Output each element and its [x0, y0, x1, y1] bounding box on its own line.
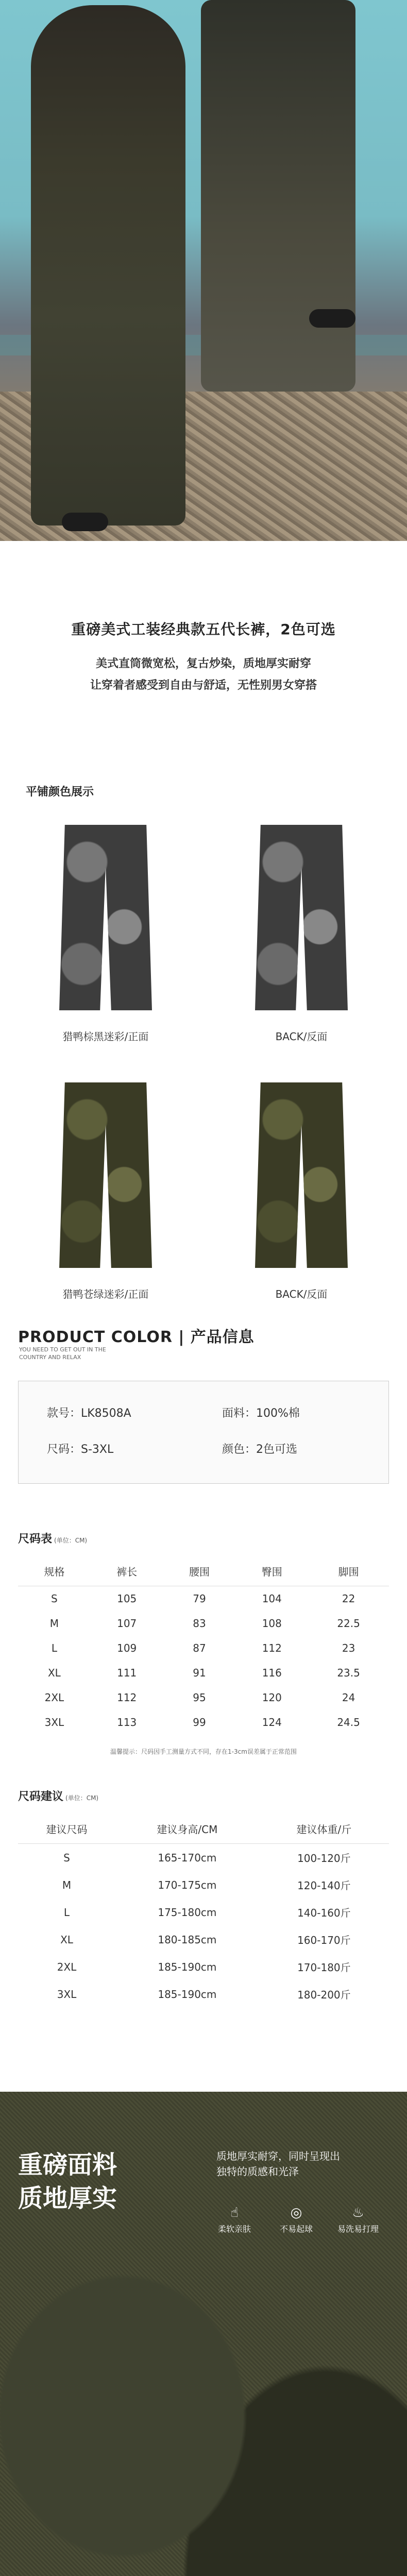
intro-title: 重磅美式工装经典款五代长裤，2色可选 — [71, 621, 336, 638]
fabric-description: 质地厚实耐穿，同时呈现出 独特的质感和光泽 — [216, 2150, 340, 2178]
intro-line-2: 让穿着者感受到自由与舒适，无性别男女穿搭 — [90, 679, 317, 692]
table-cell: 100-120斤 — [297, 1852, 351, 1865]
pants-image — [255, 825, 348, 1010]
table-cell: 3XL — [57, 1988, 77, 2001]
table-cell: S — [63, 1851, 70, 1864]
hero-model-right — [201, 0, 355, 392]
table-cell: XL — [60, 1933, 73, 1946]
flat-tile-grey-back — [242, 820, 361, 1043]
table-cell: 160-170斤 — [297, 1934, 351, 1946]
product-color-tagline: YOU NEED TO GET OUT IN THE COUNTRY AND RELAX — [19, 1346, 106, 1361]
table-cell: 87 — [193, 1642, 206, 1654]
flat-tile-grey-front — [46, 820, 165, 1043]
flat-tile-green-front — [46, 1077, 165, 1300]
fabric-title: 重磅面料 质地厚实 — [18, 2150, 117, 2213]
info-style: 款号：LK8508A — [47, 1407, 131, 1420]
feature-easy-care: ♨ 易洗易打理 — [337, 2205, 379, 2234]
table-row — [18, 1953, 389, 1980]
table-cell: 99 — [193, 1716, 206, 1728]
flat-display-section — [0, 768, 407, 1314]
flat-tile-label: 猎鸭苍绿迷彩/正面 — [62, 1288, 149, 1300]
table-cell: 109 — [117, 1642, 137, 1654]
hero-shoe-right — [309, 309, 355, 328]
table-cell: 113 — [117, 1716, 137, 1728]
table-cell: S — [51, 1592, 58, 1605]
table-cell: 170-180斤 — [297, 1961, 351, 1974]
product-color-title: PRODUCT COLOR | 产品信息 — [18, 1328, 255, 1346]
table-row — [18, 1636, 389, 1660]
table-cell: L — [51, 1642, 57, 1654]
table-cell: 111 — [117, 1667, 137, 1679]
size-chart-note: 温馨提示：尺码因手工测量方式不同，存在1-3cm误差属于正常范围 — [110, 1748, 297, 1755]
table-header: 建议尺码 — [18, 1814, 115, 1844]
table-cell: 124 — [262, 1716, 282, 1728]
table-cell: 104 — [262, 1592, 282, 1605]
table-header: 规格 — [18, 1556, 91, 1586]
table-row — [18, 1685, 389, 1710]
flat-tile-label: BACK/反面 — [275, 1288, 328, 1300]
table-cell: L — [63, 1906, 70, 1919]
size-chart-table — [18, 1556, 389, 1735]
info-color: 颜色：2色可选 — [222, 1443, 297, 1456]
table-row — [18, 1871, 389, 1899]
hero-shoe-left — [62, 513, 108, 531]
table-header: 建议体重/斤 — [259, 1814, 389, 1844]
table-row — [18, 1660, 389, 1685]
feature-no-pilling: ◎ 不易起球 — [276, 2205, 317, 2234]
table-cell: 185-190cm — [158, 1960, 217, 1973]
table-cell: 140-160斤 — [297, 1907, 351, 1919]
table-cell: 107 — [117, 1617, 137, 1630]
soft-touch-icon: ☝ — [230, 2205, 239, 2221]
info-fabric: 面料：100%棉 — [222, 1407, 300, 1420]
table-header: 脚围 — [308, 1556, 389, 1586]
table-row — [18, 1586, 389, 1612]
size-chart-title: 尺码表 (单位：CM) — [18, 1533, 88, 1546]
flat-tile-label: 猎鸭棕黑迷彩/正面 — [62, 1030, 149, 1043]
table-header-row — [18, 1814, 389, 1844]
table-cell: 3XL — [44, 1716, 64, 1728]
easy-care-icon: ♨ — [352, 2205, 364, 2221]
table-header-row — [18, 1556, 389, 1586]
table-cell: 185-190cm — [158, 1988, 217, 2001]
table-cell: XL — [47, 1667, 61, 1679]
pants-image — [255, 1082, 348, 1268]
table-cell: 23 — [342, 1642, 355, 1654]
table-cell: 120-140斤 — [297, 1879, 351, 1892]
flat-display-heading: 平铺颜色展示 — [26, 786, 94, 799]
table-cell: M — [49, 1617, 59, 1630]
table-header: 腰围 — [163, 1556, 236, 1586]
no-pilling-icon: ◎ — [290, 2205, 302, 2221]
table-cell: 112 — [262, 1642, 282, 1654]
product-info-box — [18, 1381, 389, 1484]
size-advice-table — [18, 1814, 389, 2008]
table-cell: 83 — [193, 1617, 206, 1630]
pants-image — [59, 825, 152, 1010]
table-row — [18, 1844, 389, 1872]
table-cell: 24 — [342, 1691, 355, 1704]
table-row — [18, 1611, 389, 1636]
flat-tile-label: BACK/反面 — [275, 1030, 328, 1043]
table-cell: 108 — [262, 1617, 282, 1630]
table-cell: 180-200斤 — [297, 1989, 351, 2001]
table-row — [18, 1899, 389, 1926]
table-cell: 165-170cm — [158, 1851, 217, 1864]
table-cell: 105 — [117, 1592, 137, 1605]
table-cell: 2XL — [57, 1960, 77, 1973]
feature-soft: ☝ 柔软亲肤 — [214, 2205, 255, 2234]
table-cell: 175-180cm — [158, 1906, 217, 1919]
table-cell: 23.5 — [337, 1667, 360, 1679]
table-header: 建议身高/CM — [115, 1814, 259, 1844]
table-cell: 95 — [193, 1691, 206, 1704]
table-row — [18, 1980, 389, 2008]
table-cell: 112 — [117, 1691, 137, 1704]
hero-model-left — [31, 5, 185, 526]
table-row — [18, 1710, 389, 1735]
size-advice-title: 尺码建议 (单位：CM) — [18, 1790, 99, 1803]
table-cell: 170-175cm — [158, 1878, 217, 1891]
table-cell: 91 — [193, 1667, 206, 1679]
table-header: 裤长 — [91, 1556, 163, 1586]
table-cell: 180-185cm — [158, 1933, 217, 1946]
intro-section — [0, 541, 407, 768]
table-cell: 22 — [342, 1592, 355, 1605]
table-cell: 24.5 — [337, 1716, 360, 1728]
product-info-section — [0, 1314, 407, 1530]
pants-image — [59, 1082, 152, 1268]
intro-line-1: 美式直筒微宽松，复古炒染，质地厚实耐穿 — [95, 657, 311, 670]
info-size: 尺码：S-3XL — [47, 1443, 114, 1456]
table-row — [18, 1926, 389, 1953]
table-header: 臀围 — [235, 1556, 308, 1586]
table-cell: 22.5 — [337, 1617, 360, 1630]
table-cell: 116 — [262, 1667, 282, 1679]
table-cell: 79 — [193, 1592, 206, 1605]
fabric-closeup-section — [0, 2092, 407, 2576]
table-cell: 120 — [262, 1691, 282, 1704]
size-chart-section — [0, 1530, 407, 1788]
hero-photo — [0, 0, 407, 541]
size-advice-section — [0, 1788, 407, 2092]
table-cell: M — [62, 1878, 72, 1891]
table-cell: 2XL — [44, 1691, 64, 1704]
flat-tile-green-back — [242, 1077, 361, 1300]
